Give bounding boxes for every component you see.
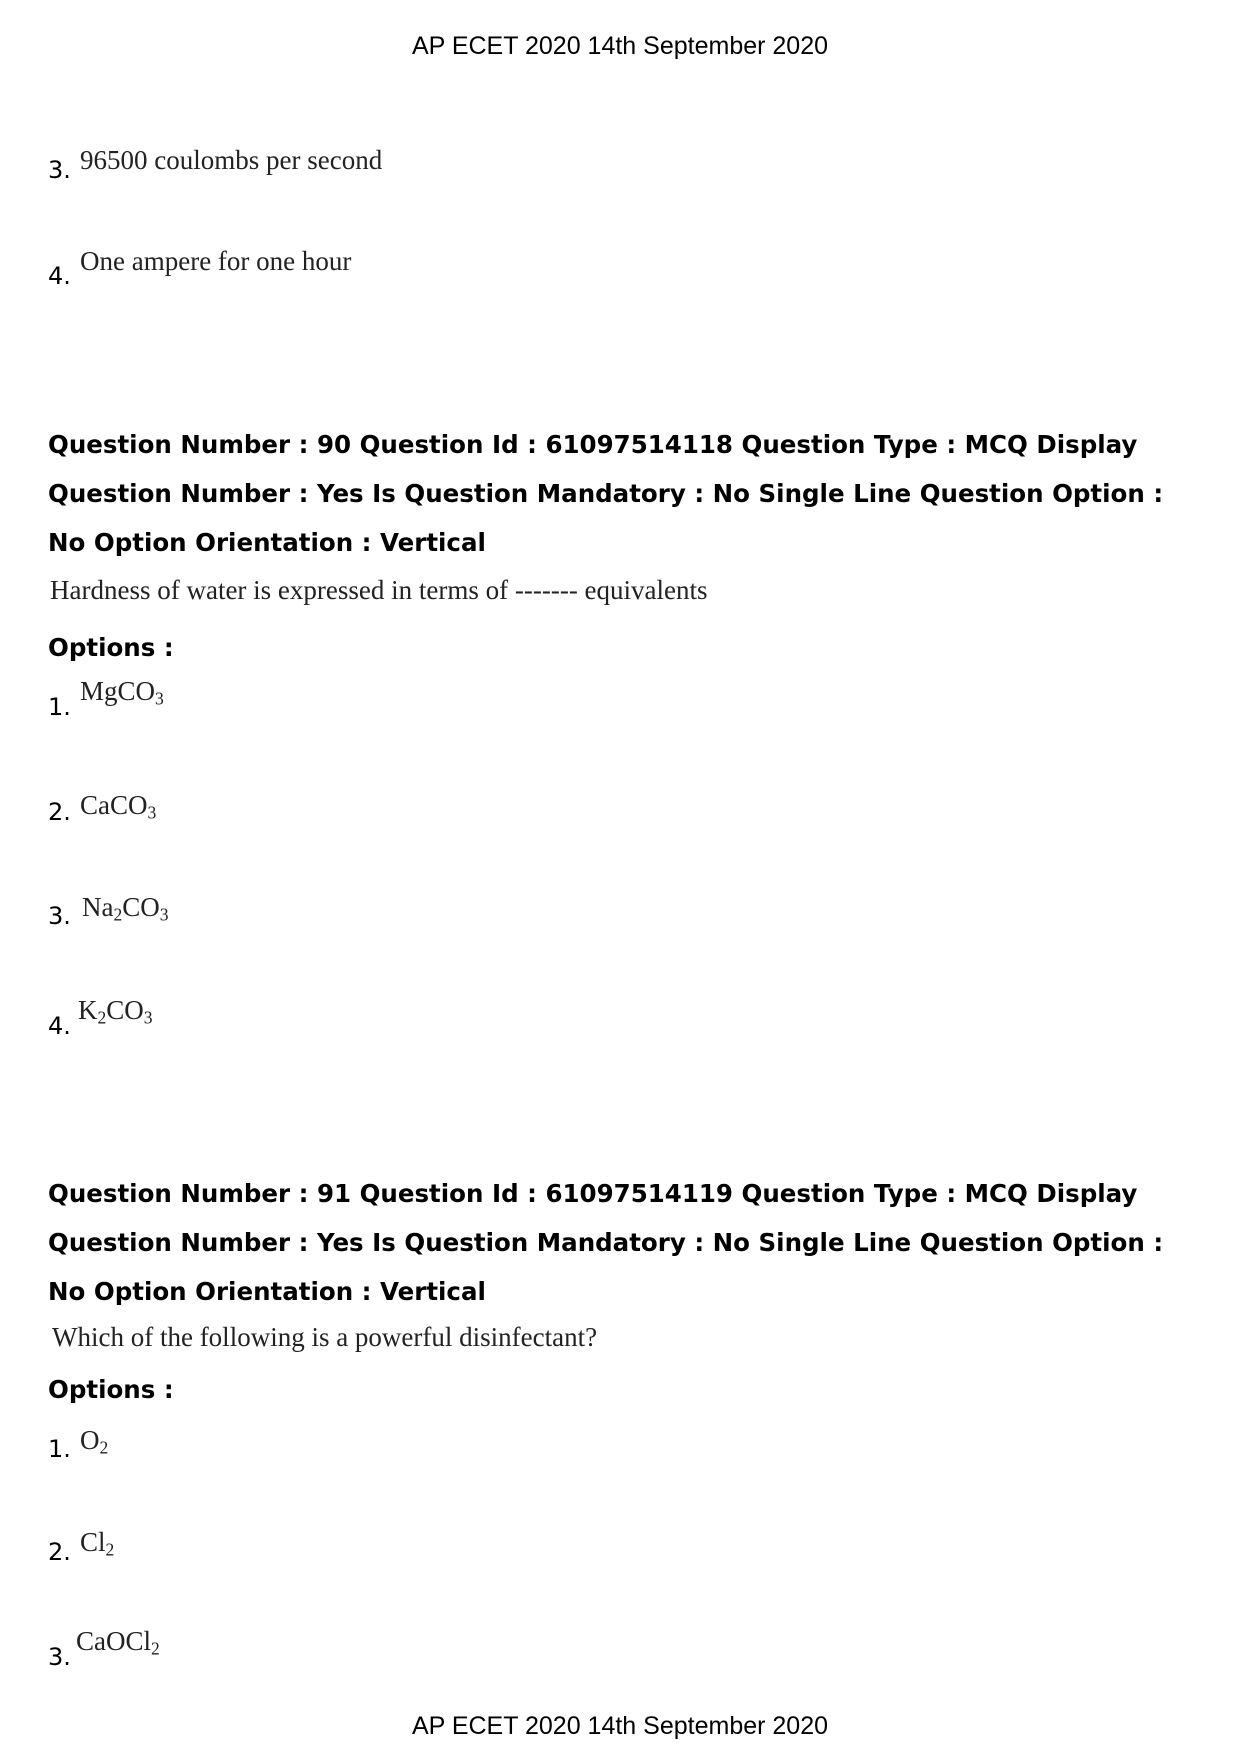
option-text: One ampere for one hour bbox=[80, 246, 352, 276]
option-number: 4. bbox=[48, 262, 71, 290]
option-formula: $Cl_2$ bbox=[80, 1527, 115, 1560]
options-label: Options : bbox=[48, 633, 174, 662]
option-formula: MgCO$_3$ bbox=[80, 676, 164, 709]
option-text: 96500 coulombs per second bbox=[80, 145, 383, 175]
question-meta: Question Number : 91 Question Id : 61097514119 Question Type : MCQ Display Question Number : Yes Is Question Mandatory : No Single Line Question Option : No Option Orientation : Vertical bbox=[48, 1179, 1164, 1306]
question-text: Which of the following is a powerful disinfectant? bbox=[52, 1322, 598, 1352]
option-formula: $Na_2CO_3$ bbox=[82, 892, 169, 925]
option-formula: $K_2CO_3$ bbox=[78, 995, 153, 1028]
question-meta: Question Number : 90 Question Id : 61097514118 Question Type : MCQ Display Question Number : Yes Is Question Mandatory : No Single Line Question Option : No Option Orientation : Vertical bbox=[48, 430, 1164, 557]
option-number: 4. bbox=[48, 1012, 71, 1040]
page-header: AP ECET 2020 14th September 2020 bbox=[411, 32, 829, 60]
page-footer: AP ECET 2020 14th September 2020 bbox=[411, 1712, 829, 1740]
option-number: 3. bbox=[48, 902, 71, 930]
option-number: 1. bbox=[48, 1435, 71, 1463]
option-number: 1. bbox=[48, 693, 71, 721]
option-formula: CaOCl$_2$ bbox=[76, 1626, 160, 1659]
option-formula: $O_2$ bbox=[80, 1425, 109, 1458]
option-formula: CaCO$_3$ bbox=[80, 790, 157, 823]
option-number: 2. bbox=[48, 798, 71, 826]
options-label: Options : bbox=[48, 1375, 174, 1404]
question-text: Hardness of water is expressed in terms of ------- equivalents bbox=[50, 575, 708, 605]
option-number: 2. bbox=[48, 1538, 71, 1566]
option-number: 3. bbox=[48, 156, 71, 184]
option-number: 3. bbox=[48, 1643, 71, 1671]
